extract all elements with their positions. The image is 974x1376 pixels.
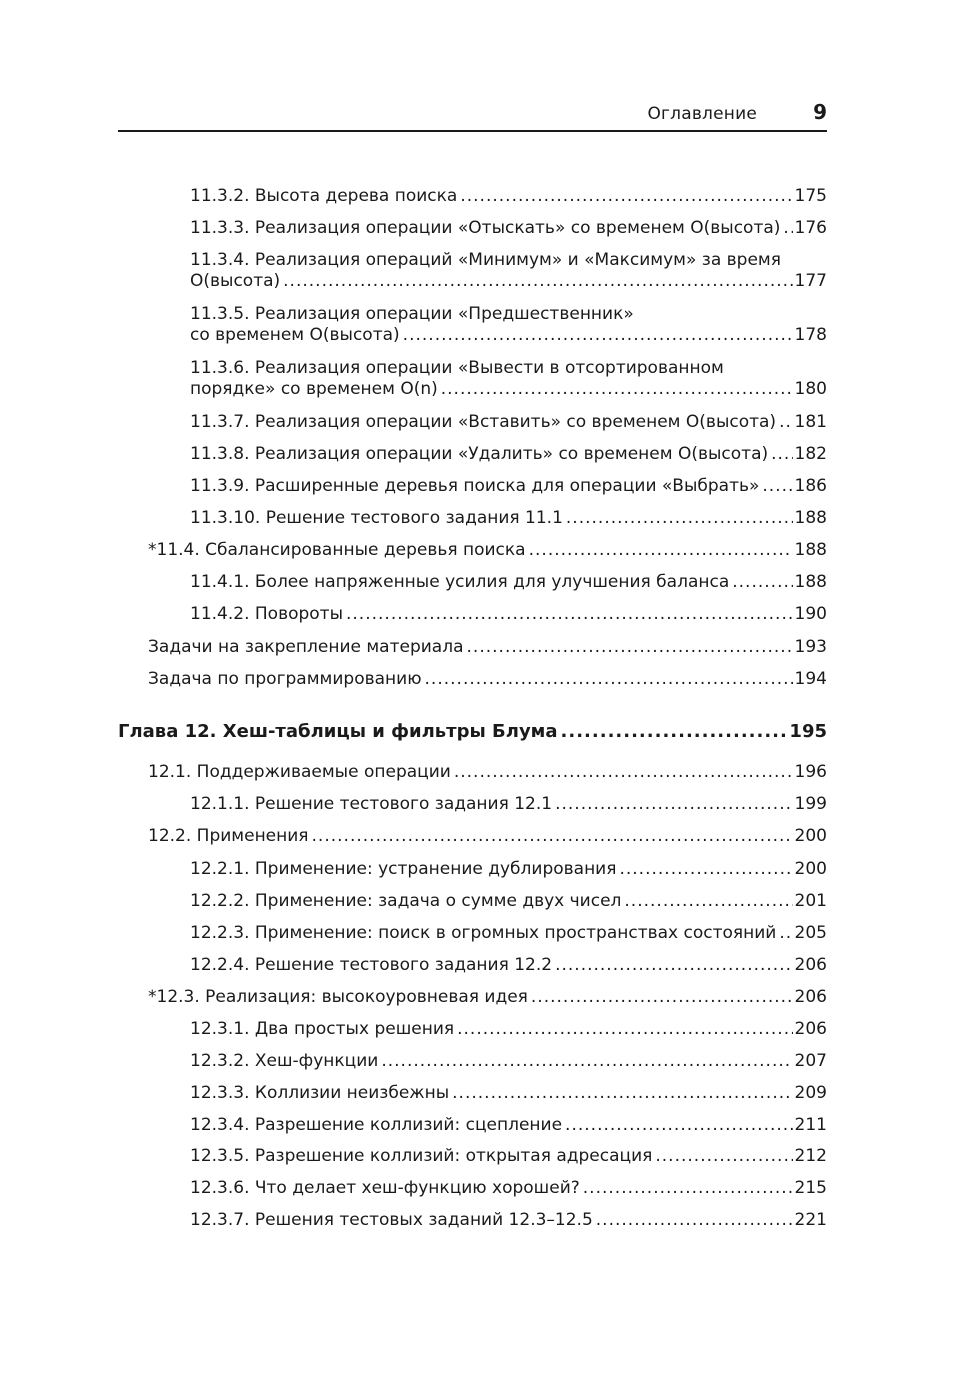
dot-leader [624, 891, 792, 912]
toc-entry-page: 206 [794, 1019, 827, 1039]
toc-entry-page: 176 [794, 218, 827, 238]
toc-entry[interactable] [190, 218, 827, 239]
toc-entry[interactable] [190, 1210, 827, 1231]
toc-entry-label: 11.3.9. Расширенные деревья поиска для операции «Выбрать» [190, 476, 760, 496]
dot-leader [779, 412, 792, 433]
toc-entry-page: 180 [794, 379, 827, 399]
toc-entry-page: 188 [794, 540, 827, 560]
toc-entry[interactable] [190, 444, 827, 465]
running-header [118, 100, 827, 132]
dot-leader [441, 379, 793, 400]
dot-leader [655, 1146, 792, 1167]
toc-entry-page: 209 [794, 1083, 827, 1103]
toc-entry-label: 12.2. Применения [148, 826, 309, 846]
toc-entry-label: 12.3.5. Разрешение коллизий: открытая адресация [190, 1146, 653, 1166]
toc-entry-label: 12.3.2. Хеш-функции [190, 1051, 379, 1071]
dot-leader [403, 325, 793, 346]
toc-entry-page: 195 [789, 721, 827, 742]
toc-entry-label-line1: 11.3.6. Реализация операции «Вывести в отсортированном [190, 358, 724, 378]
toc-entry-label: 12.2.1. Применение: устранение дублирования [190, 859, 617, 879]
toc-entry-label: 11.3.2. Высота дерева поиска [190, 186, 458, 206]
toc-entry[interactable] [190, 1051, 827, 1072]
toc-entry[interactable] [190, 358, 827, 400]
toc-entry-page: 194 [794, 669, 827, 689]
toc-entry[interactable] [190, 923, 827, 944]
toc-entry[interactable] [148, 762, 827, 783]
toc-entry[interactable] [190, 508, 827, 529]
toc-entry-page: 196 [794, 762, 827, 782]
toc-entry-label-line1: 11.3.5. Реализация операции «Предшественник» [190, 304, 634, 324]
toc-entry-page: 181 [794, 412, 827, 432]
toc-entry-page: 205 [794, 923, 827, 943]
toc-entry-page: 175 [794, 186, 827, 206]
toc-entry[interactable] [190, 476, 827, 497]
dot-leader [531, 987, 793, 1008]
dot-leader [460, 186, 792, 207]
toc-entry-label: 11.4.2. Повороты [190, 604, 343, 624]
dot-leader [783, 218, 792, 239]
dot-leader [467, 637, 793, 658]
toc-entry-page: 188 [794, 508, 827, 528]
toc-entry-label: *11.4. Сбалансированные деревья поиска [148, 540, 526, 560]
toc-entry[interactable] [148, 669, 827, 690]
toc-entry-label: Задача по программированию [148, 669, 422, 689]
toc-entry-label: 11.3.8. Реализация операции «Удалить» со временем O(высота) [190, 444, 769, 464]
dot-leader [555, 955, 792, 976]
toc-entry-page: 206 [794, 955, 827, 975]
dot-leader [771, 444, 792, 465]
dot-leader [596, 1210, 793, 1231]
toc-entry-label-line1: 11.3.4. Реализация операций «Минимум» и «Максимум» за время [190, 250, 781, 270]
header-title: Оглавление [647, 104, 757, 124]
toc-entry-label: 12.2.4. Решение тестового задания 12.2 [190, 955, 553, 975]
dot-leader [381, 1051, 792, 1072]
dot-leader [779, 923, 792, 944]
dot-leader [312, 826, 793, 847]
toc-entry-page: 188 [794, 572, 827, 592]
toc-entry-label: 12.3.6. Что делает хеш-функцию хорошей? [190, 1178, 580, 1198]
toc-chapter-entry[interactable] [118, 721, 827, 742]
toc-entry-page: 215 [794, 1178, 827, 1198]
toc-entry-page: 193 [794, 637, 827, 657]
toc-entry-label: 11.3.3. Реализация операции «Отыскать» со временем O(высота) [190, 218, 781, 238]
toc-entry[interactable] [190, 1178, 827, 1199]
dot-leader [762, 476, 792, 497]
toc-entry-page: 211 [794, 1115, 827, 1135]
toc-entry-page: 186 [794, 476, 827, 496]
toc-entry-page: 178 [794, 325, 827, 345]
dot-leader [454, 762, 793, 783]
toc-entry-page: 207 [794, 1051, 827, 1071]
dot-leader [583, 1178, 793, 1199]
toc-entry[interactable] [148, 987, 827, 1008]
dot-leader [619, 859, 792, 880]
toc-entry-label: Глава 12. Хеш-таблицы и фильтры Блума [118, 721, 558, 742]
toc-entry-page: 212 [794, 1146, 827, 1166]
toc-entry[interactable] [190, 1083, 827, 1104]
toc-entry[interactable] [190, 955, 827, 976]
toc-entry-label: 12.3.4. Разрешение коллизий: сцепление [190, 1115, 563, 1135]
toc-entry-page: 206 [794, 987, 827, 1007]
dot-leader [283, 271, 792, 292]
toc-entry-label: 12.2.3. Применение: поиск в огромных пространствах состояний [190, 923, 777, 943]
dot-leader [425, 669, 793, 690]
toc-entry[interactable] [190, 412, 827, 433]
toc-entry-page: 190 [794, 604, 827, 624]
toc-entry-page: 201 [794, 891, 827, 911]
toc-entry-page: 200 [794, 826, 827, 846]
toc-entry[interactable] [190, 186, 827, 207]
toc-entry-label: 12.1. Поддерживаемые операции [148, 762, 451, 782]
toc-entry[interactable] [148, 826, 827, 847]
toc-entry[interactable] [190, 794, 827, 815]
dot-leader [566, 508, 793, 529]
toc-entry-label-line2: со временем O(высота) [190, 325, 400, 345]
dot-leader [561, 721, 788, 742]
toc-entry[interactable] [148, 540, 827, 561]
dot-leader [457, 1019, 792, 1040]
dot-leader [732, 572, 792, 593]
toc-entry[interactable] [190, 1019, 827, 1040]
toc-entry-label-line2: порядке» со временем O(n) [190, 379, 438, 399]
toc-entry-label: 12.1.1. Решение тестового задания 12.1 [190, 794, 553, 814]
toc-entry-label: 11.4.1. Более напряженные усилия для улучшения баланса [190, 572, 730, 592]
toc-entry[interactable] [190, 859, 827, 880]
toc-entry-label: 12.3.1. Два простых решения [190, 1019, 455, 1039]
toc-entry[interactable] [148, 637, 827, 658]
dot-leader [346, 604, 793, 625]
toc-entry-page: 200 [794, 859, 827, 879]
header-page-number: 9 [813, 100, 827, 124]
toc-entry-label-line2: O(высота) [190, 271, 281, 291]
dot-leader [555, 794, 792, 815]
toc-entry-page: 199 [794, 794, 827, 814]
toc-entry[interactable] [190, 1146, 827, 1167]
toc-entry-page: 177 [794, 271, 827, 291]
toc-entry-label: Задачи на закрепление материала [148, 637, 464, 657]
dot-leader [529, 540, 793, 561]
toc-entry-label: 12.3.7. Решения тестовых заданий 12.3–12.5 [190, 1210, 593, 1230]
toc-entry-page: 182 [794, 444, 827, 464]
toc-entry[interactable] [190, 572, 827, 593]
toc-entry-label: *12.3. Реализация: высокоуровневая идея [148, 987, 528, 1007]
toc-entry[interactable] [190, 1115, 827, 1136]
toc-entry-label: 12.2.2. Применение: задача о сумме двух чисел [190, 891, 622, 911]
dot-leader [565, 1115, 793, 1136]
toc-entry-label: 12.3.3. Коллизии неизбежны [190, 1083, 450, 1103]
toc-entry[interactable] [190, 250, 827, 292]
toc-entry-label: 11.3.10. Решение тестового задания 11.1 [190, 508, 563, 528]
toc-entry-page: 221 [794, 1210, 827, 1230]
toc-entry[interactable] [190, 304, 827, 346]
dot-leader [452, 1083, 792, 1104]
toc-entry[interactable] [190, 891, 827, 912]
toc-entry-label: 11.3.7. Реализация операции «Вставить» со временем O(высота) [190, 412, 777, 432]
toc-entry[interactable] [190, 604, 827, 625]
